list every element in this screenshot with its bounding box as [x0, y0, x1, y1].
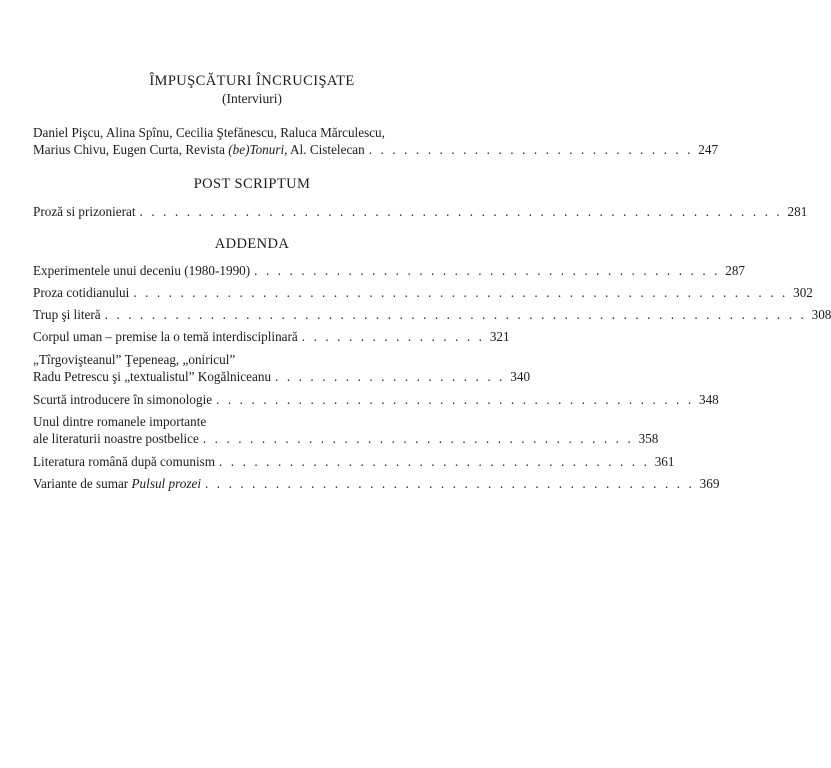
page-number: 281	[787, 204, 808, 219]
dot-leader: . . . . . . . . . . . . . . . . . . . . . . . . . . . . . . . . . . . . . . . . . . . . . . . . . . . . . . .	[139, 204, 783, 219]
dot-leader: . . . . . . . . . . . . . . . . . . . . . . . . . . . . . . . . . . . . . . . . .	[216, 392, 694, 407]
entry-text: ale literaturii noastre postbelice	[33, 431, 199, 446]
section-title: POST SCRIPTUM	[193, 176, 311, 192]
entry-row	[33, 203, 808, 220]
page-number: 358	[638, 431, 659, 446]
entry-text: Marius Chivu, Eugen Curta, Revista (be)Tonuri, Al. Cistelecan	[33, 142, 365, 157]
toc-entry[interactable]	[33, 351, 531, 385]
dot-leader: . . . . . . . . . . . . . . . . . . . .	[275, 369, 506, 384]
entry-line: „Tîrgovişteanul” Ţepeneag, „oniricul”	[33, 352, 236, 367]
dot-leader: . . . . . . . . . . . . . . . . . . . . . . . . . . . . . . . . . . . . . . . .	[254, 263, 721, 278]
toc-entry[interactable]	[33, 306, 831, 323]
dot-leader: . . . . . . . . . . . . . . . . . . . . . . . . . . . . . . . . . . . . . . . . . . . . . . . . . . . . . . . . . . . .	[104, 307, 807, 322]
page-number: 302	[793, 285, 813, 300]
dot-leader: . . . . . . . . . . . . . . . . . . . . . . . . . . . . . . . . . . . . . . . . . . . . . . . . . . . . . . . .	[133, 285, 788, 300]
dot-leader: . . . . . . . . . . . . . . . . . . . . . . . . . . . . . . . . . . . . .	[219, 454, 650, 469]
entry-line: Unul dintre romanele importante	[33, 414, 207, 429]
toc-entry-interviews[interactable]	[33, 124, 719, 158]
dot-leader: . . . . . . . . . . . . . . . . . . . . . . . . . . . .	[368, 142, 694, 157]
page-number: 369	[699, 476, 720, 491]
entry-italic: (be)Tonuri	[228, 142, 285, 157]
toc-entry[interactable]	[33, 413, 659, 447]
entry-text: Variante de sumar Pulsul prozei	[33, 476, 201, 491]
dot-leader: . . . . . . . . . . . . . . . . . . . . . . . . . . . . . . . . . . . . . . . . . .	[204, 476, 695, 491]
entry-text: Proza cotidianului	[33, 285, 130, 300]
entry-text: Literatura română după comunism	[33, 454, 215, 469]
page-number: 340	[510, 369, 531, 384]
entry-italic: Pulsul prozei	[131, 476, 201, 491]
toc-entry[interactable]	[33, 391, 719, 408]
dot-leader: . . . . . . . . . . . . . . . . . . . . . . . . . . . . . . . . . . . . .	[202, 431, 634, 446]
page-number: 348	[698, 392, 719, 407]
toc-entry[interactable]	[33, 203, 808, 220]
section-title: ÎMPUŞCĂTURI ÎNCRUCIŞATE	[149, 73, 355, 89]
entry-text: Trup şi literă	[33, 307, 101, 322]
entry-line: Daniel Pişcu, Alina Spînu, Cecilia Ştefănescu, Raluca Mărculescu,	[33, 125, 385, 140]
entry-text: Corpul uman – premise la o temă interdisciplinară	[33, 329, 298, 344]
entry-text: Scurtă introducere în simonologie	[33, 392, 213, 407]
toc-entry[interactable]	[33, 328, 510, 345]
entry-text: Proză si prizonierat	[33, 204, 136, 219]
toc-entry[interactable]	[33, 453, 675, 470]
entry-text: Experimentele unui deceniu (1980-1990)	[33, 263, 251, 278]
section-subtitle: (Interviuri)	[222, 91, 282, 106]
page-number: 287	[725, 263, 746, 278]
section-title: ADDENDA	[214, 236, 290, 252]
page-number: 321	[489, 329, 510, 344]
dot-leader: . . . . . . . . . . . . . . . .	[301, 329, 485, 344]
section-impuscaturi	[60, 72, 444, 107]
entry-row	[33, 141, 719, 158]
page-number: 308	[811, 307, 831, 322]
toc-entry[interactable]	[33, 475, 720, 492]
page-number: 361	[654, 454, 675, 469]
entry-text: Radu Petrescu şi „textualistul” Kogălniceanu	[33, 369, 272, 384]
toc-entry[interactable]	[33, 262, 746, 279]
page-number: 247	[698, 142, 719, 157]
toc-entry[interactable]	[33, 284, 813, 301]
